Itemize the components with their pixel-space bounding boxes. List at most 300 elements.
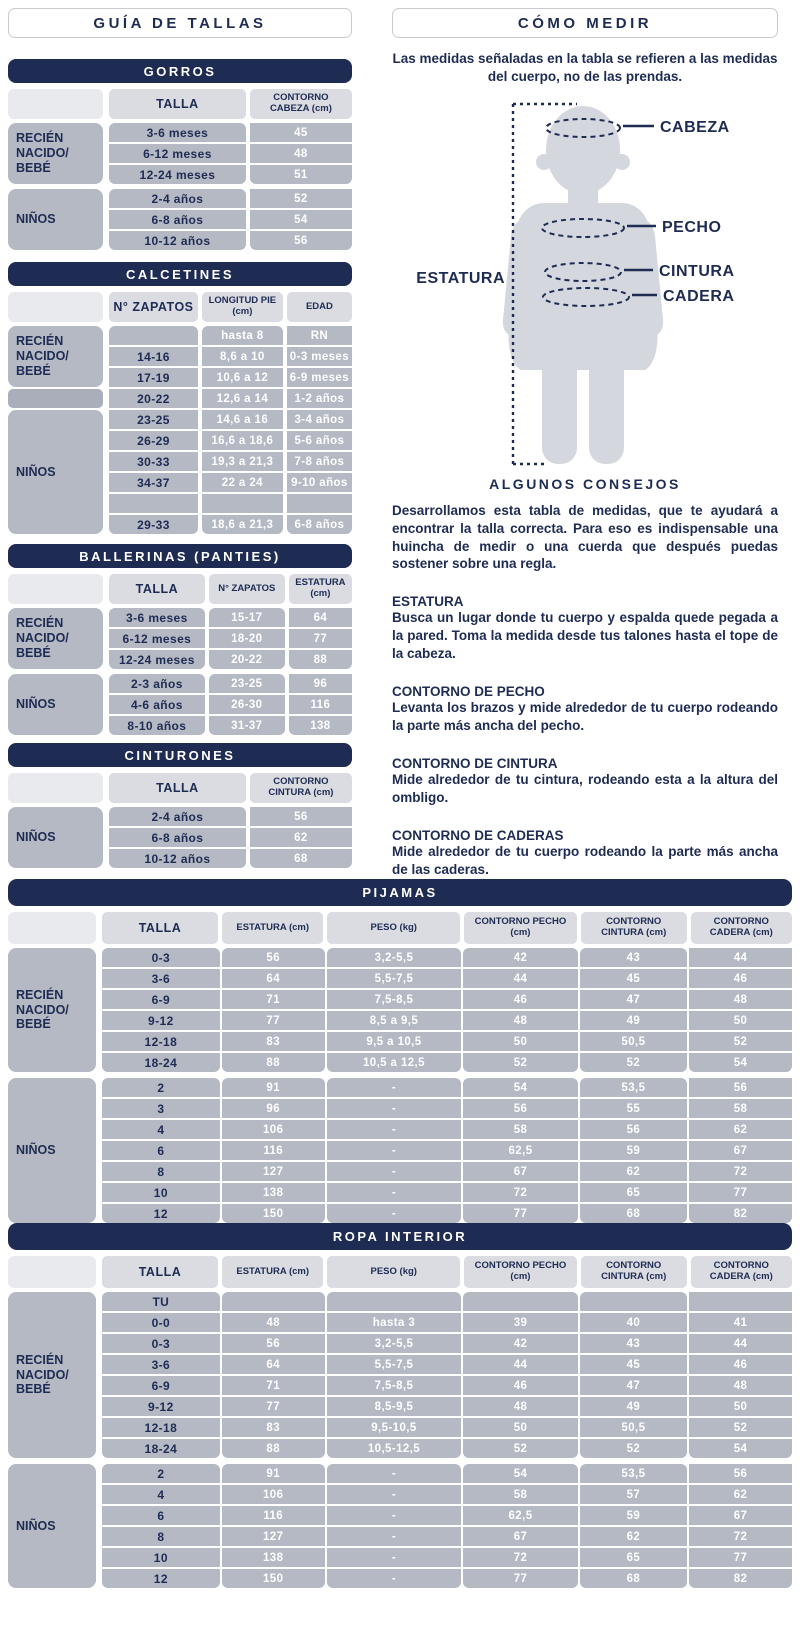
cell-edad: RN xyxy=(287,326,352,345)
column-header-contorno-pecho: CONTORNO PECHO (cm) xyxy=(464,1256,577,1288)
cell-cadera: 77 xyxy=(689,1548,792,1567)
como-medir-intro: Las medidas señaladas en la tabla se refieren a las medidas del cuerpo, no de las prendas. xyxy=(392,51,778,84)
cell-zapatos: 23-25 xyxy=(109,410,198,429)
cell-talla: 8 xyxy=(102,1527,220,1546)
ropa-interior-banner: ROPA INTERIOR xyxy=(8,1223,792,1250)
cell-peso: - xyxy=(327,1464,462,1483)
cell-zapatos xyxy=(109,326,198,345)
cell-cadera: 48 xyxy=(689,1376,792,1395)
cell-pecho: 56 xyxy=(463,1099,578,1118)
blank-header-cell xyxy=(8,1256,96,1288)
gorros-table xyxy=(109,89,352,250)
cell-cintura: 59 xyxy=(580,1506,687,1525)
cell-estatura: 83 xyxy=(222,1032,325,1051)
cell-cadera: 67 xyxy=(689,1141,792,1160)
cell-cintura: 40 xyxy=(580,1313,687,1332)
cell-talla: 10 xyxy=(102,1548,220,1567)
gorros-kids-rows xyxy=(109,189,352,250)
column-header-longitud-pie: LONGITUD PIE (cm) xyxy=(202,292,283,322)
cell-cintura: 55 xyxy=(580,1099,687,1118)
cell-longitud-pie: 22 a 24 xyxy=(202,473,283,492)
cell-cintura: 62 xyxy=(580,1162,687,1181)
cell-zapatos: 31-37 xyxy=(209,716,285,735)
column-header-edad: EDAD xyxy=(287,292,352,322)
cell-cadera: 44 xyxy=(689,948,792,967)
size-guide-title: GUÍA DE TALLAS xyxy=(8,8,352,38)
cell-talla: 3 xyxy=(102,1099,220,1118)
cell-cintura: 52 xyxy=(580,1439,687,1458)
cell-pecho: 77 xyxy=(463,1204,578,1223)
cell-estatura: 88 xyxy=(222,1053,325,1072)
cell-talla: 12 xyxy=(102,1204,220,1223)
cell-zapatos: 23-25 xyxy=(209,674,285,693)
como-medir-column xyxy=(352,8,792,879)
cell-talla: 12-24 meses xyxy=(109,165,246,184)
cell-contorno-cabeza: 51 xyxy=(250,165,352,184)
cell-talla: 10-12 años xyxy=(109,849,246,868)
cell-pecho: 67 xyxy=(463,1527,578,1546)
cell-cintura: 59 xyxy=(580,1141,687,1160)
cell-talla: 10 xyxy=(102,1183,220,1202)
cinturones-category-column xyxy=(8,773,103,868)
pijamas-kids-rows xyxy=(102,1078,792,1223)
cell-cadera: 52 xyxy=(689,1032,792,1051)
cell-peso: 7,5-8,5 xyxy=(327,990,462,1009)
cell-pecho: 72 xyxy=(463,1183,578,1202)
cell-pecho: 48 xyxy=(463,1011,578,1030)
cell-estatura: 56 xyxy=(222,1334,325,1353)
ropa-interior-section xyxy=(8,1223,792,1588)
cell-peso xyxy=(327,1292,462,1311)
cell-estatura: 64 xyxy=(289,608,352,627)
cell-cadera: 82 xyxy=(689,1569,792,1588)
tip-contorno-pecho xyxy=(392,684,778,735)
cell-cintura: 68 xyxy=(580,1204,687,1223)
cell-pecho: 46 xyxy=(463,1376,578,1395)
cell-cadera: 46 xyxy=(689,969,792,988)
cell-edad: 1-2 años xyxy=(287,389,352,408)
cell-peso: 10,5-12,5 xyxy=(327,1439,462,1458)
cell-estatura: 71 xyxy=(222,1376,325,1395)
cell-peso: 8,5-9,5 xyxy=(327,1397,462,1416)
cell-estatura: 77 xyxy=(222,1011,325,1030)
gorros-category-column xyxy=(8,89,103,250)
category-kids: NIÑOS xyxy=(8,1464,96,1588)
cell-cintura: 53,5 xyxy=(580,1464,687,1483)
cell-cintura: 57 xyxy=(580,1485,687,1504)
tip-text: Busca un lugar donde tu cuerpo y espalda quede pegada a la pared. Toma la medida desde tus talones hasta el tope de la cabeza. xyxy=(392,610,778,662)
cell-estatura: 116 xyxy=(289,695,352,714)
blank-header-cell xyxy=(8,773,103,803)
category-kids: NIÑOS xyxy=(8,1078,96,1223)
category-divider-strip xyxy=(8,389,103,408)
cell-zapatos: 20-22 xyxy=(109,389,198,408)
cell-edad: 7-8 años xyxy=(287,452,352,471)
cell-cadera xyxy=(689,1292,792,1311)
cell-pecho: 72 xyxy=(463,1548,578,1567)
cell-peso: - xyxy=(327,1183,462,1202)
cell-pecho: 46 xyxy=(463,990,578,1009)
cell-edad: 0-3 meses xyxy=(287,347,352,366)
blank-header-cell xyxy=(8,574,103,604)
cell-talla: TU xyxy=(102,1292,220,1311)
ballerinas-section xyxy=(8,544,352,735)
cell-zapatos: 18-20 xyxy=(209,629,285,648)
cell-talla: 6-8 años xyxy=(109,828,246,847)
cell-zapatos: 34-37 xyxy=(109,473,198,492)
cintura-label: CINTURA xyxy=(659,262,735,280)
cell-longitud-pie: 18,6 a 21,3 xyxy=(202,515,283,534)
cell-cadera: 67 xyxy=(689,1506,792,1525)
cell-contorno-cabeza: 48 xyxy=(250,144,352,163)
cell-cadera: 50 xyxy=(689,1011,792,1030)
cell-zapatos: 15-17 xyxy=(209,608,285,627)
cell-contorno-cabeza: 56 xyxy=(250,231,352,250)
blank-header-cell xyxy=(8,912,96,944)
cell-talla: 2-3 años xyxy=(109,674,205,693)
column-header-peso: PESO (kg) xyxy=(327,1256,460,1288)
cell-peso: - xyxy=(327,1569,462,1588)
column-header-peso: PESO (kg) xyxy=(327,912,460,944)
tip-text: Mide alrededor de tu cuerpo rodeando la parte más ancha de las caderas. xyxy=(392,844,778,878)
estatura-label: ESTATURA xyxy=(416,269,505,287)
cell-estatura: 116 xyxy=(222,1141,325,1160)
ballerinas-kids-rows xyxy=(109,674,352,735)
cell-estatura: 138 xyxy=(222,1548,325,1567)
column-header-zapatos: N° ZAPATOS xyxy=(209,574,285,604)
child-silhouette-icon xyxy=(503,106,663,464)
cell-cintura xyxy=(580,1292,687,1311)
category-kids: NIÑOS xyxy=(8,807,103,868)
como-medir-title: CÓMO MEDIR xyxy=(392,8,778,38)
cell-cadera: 50 xyxy=(689,1397,792,1416)
cell-peso: - xyxy=(327,1120,462,1139)
cell-cadera: 56 xyxy=(689,1464,792,1483)
tip-text: Mide alrededor de tu cintura, rodeando esta a la altura del ombligo. xyxy=(392,772,778,806)
cell-pecho: 39 xyxy=(463,1313,578,1332)
cell-peso: - xyxy=(327,1485,462,1504)
cinturones-table xyxy=(109,773,352,868)
column-header-contorno-cintura: CONTORNO CINTURA (cm) xyxy=(581,1256,687,1288)
cell-estatura: 106 xyxy=(222,1485,325,1504)
cell-estatura: 127 xyxy=(222,1162,325,1181)
body-measure-diagram xyxy=(392,90,778,474)
cell-zapatos: 17-19 xyxy=(109,368,198,387)
tip-heading: CONTORNO DE CINTURA xyxy=(392,756,558,772)
cell-contorno-cabeza: 54 xyxy=(250,210,352,229)
cell-talla: 8 xyxy=(102,1162,220,1181)
cell-talla: 6-9 xyxy=(102,1376,220,1395)
cell-cintura: 45 xyxy=(580,969,687,988)
cell-pecho: 52 xyxy=(463,1439,578,1458)
cell-talla: 3-6 xyxy=(102,969,220,988)
cell-cintura: 43 xyxy=(580,948,687,967)
cell-cintura: 56 xyxy=(580,1120,687,1139)
category-kids: NIÑOS xyxy=(8,410,103,534)
calcetines-table xyxy=(109,292,352,534)
cell-talla: 6-12 meses xyxy=(109,144,246,163)
cell-cadera: 82 xyxy=(689,1204,792,1223)
blank-header-cell xyxy=(8,292,103,322)
cell-edad: 5-6 años xyxy=(287,431,352,450)
cell-cintura: 47 xyxy=(580,990,687,1009)
cell-talla: 4-6 años xyxy=(109,695,205,714)
cell-talla: 0-0 xyxy=(102,1313,220,1332)
column-header-talla: TALLA xyxy=(102,1256,218,1288)
cell-cintura: 62 xyxy=(580,1527,687,1546)
column-header-zapatos: N° ZAPATOS xyxy=(109,292,198,322)
cell-talla: 3-6 xyxy=(102,1355,220,1374)
cell-cadera: 44 xyxy=(689,1334,792,1353)
cell-talla: 18-24 xyxy=(102,1053,220,1072)
cell-peso: 5,5-7,5 xyxy=(327,969,462,988)
cell-cintura: 45 xyxy=(580,1355,687,1374)
cell-cadera: 54 xyxy=(689,1439,792,1458)
cell-longitud-pie: 10,6 a 12 xyxy=(202,368,283,387)
cell-pecho: 62,5 xyxy=(463,1141,578,1160)
cell-pecho: 58 xyxy=(463,1485,578,1504)
cell-pecho: 54 xyxy=(463,1078,578,1097)
cell-talla: 12 xyxy=(102,1569,220,1588)
cell-peso: 9,5 a 10,5 xyxy=(327,1032,462,1051)
cell-cintura: 68 xyxy=(580,1569,687,1588)
column-header-contorno-cadera: CONTORNO CADERA (cm) xyxy=(691,912,792,944)
cell-talla: 2 xyxy=(102,1078,220,1097)
cell-zapatos: 20-22 xyxy=(209,650,285,669)
ropa-baby-rows xyxy=(102,1292,792,1458)
cell-talla: 18-24 xyxy=(102,1439,220,1458)
cell-pecho: 44 xyxy=(463,1355,578,1374)
cell-zapatos: 29-33 xyxy=(109,515,198,534)
column-header-estatura: ESTATURA (cm) xyxy=(222,1256,323,1288)
tip-contorno-cintura xyxy=(392,756,778,807)
tip-contorno-caderas xyxy=(392,828,778,879)
cell-estatura: 77 xyxy=(222,1397,325,1416)
cell-cintura: 65 xyxy=(580,1183,687,1202)
cell-peso: - xyxy=(327,1141,462,1160)
cell-talla: 3-6 meses xyxy=(109,123,246,142)
cell-cintura: 47 xyxy=(580,1376,687,1395)
cell-talla: 0-3 xyxy=(102,948,220,967)
tip-heading: ESTATURA xyxy=(392,594,464,610)
cell-zapatos: 30-33 xyxy=(109,452,198,471)
cell-longitud-pie: 19,3 a 21,3 xyxy=(202,452,283,471)
pijamas-banner: PIJAMAS xyxy=(8,879,792,906)
category-kids: NIÑOS xyxy=(8,189,103,250)
cell-contorno-cintura: 62 xyxy=(250,828,352,847)
cell-peso: - xyxy=(327,1506,462,1525)
cell-pecho: 44 xyxy=(463,969,578,988)
cell-cadera: 41 xyxy=(689,1313,792,1332)
cell-estatura: 56 xyxy=(222,948,325,967)
calcetines-rows xyxy=(109,326,352,534)
cell-longitud-pie: 14,6 a 16 xyxy=(202,410,283,429)
cell-estatura: 106 xyxy=(222,1120,325,1139)
cell-estatura: 150 xyxy=(222,1204,325,1223)
cell-talla: 10-12 años xyxy=(109,231,246,250)
cell-cadera: 46 xyxy=(689,1355,792,1374)
ballerinas-baby-rows xyxy=(109,608,352,669)
cell-contorno-cabeza: 52 xyxy=(250,189,352,208)
cell-talla: 6-12 meses xyxy=(109,629,205,648)
cell-talla: 12-18 xyxy=(102,1418,220,1437)
cell-pecho xyxy=(463,1292,578,1311)
cell-talla: 12-18 xyxy=(102,1032,220,1051)
tip-heading: CONTORNO DE CADERAS xyxy=(392,828,564,844)
cell-cadera: 72 xyxy=(689,1527,792,1546)
consejos-text: Desarrollamos esta tabla de medidas, que te ayudará a encontrar la talla correcta. Para eso es indispensable una huincha de medir o una cuerda que después puedas sostener sobre una regla. xyxy=(392,502,778,572)
cell-pecho: 50 xyxy=(463,1032,578,1051)
cell-talla: 3-6 meses xyxy=(109,608,205,627)
cell-talla: 12-24 meses xyxy=(109,650,205,669)
cell-peso: 7,5-8,5 xyxy=(327,1376,462,1395)
cell-talla: 6-8 años xyxy=(109,210,246,229)
cell-pecho: 54 xyxy=(463,1464,578,1483)
cell-peso: 8,5 a 9,5 xyxy=(327,1011,462,1030)
column-header-estatura: ESTATURA (cm) xyxy=(222,912,323,944)
pijamas-table xyxy=(102,912,792,1223)
ballerinas-table xyxy=(109,574,352,735)
category-baby: RECIÉN NACIDO/ BEBÉ xyxy=(8,1292,96,1458)
cell-longitud-pie: hasta 8 xyxy=(202,326,283,345)
cell-talla: 4 xyxy=(102,1120,220,1139)
cell-estatura: 127 xyxy=(222,1527,325,1546)
cell-cadera: 48 xyxy=(689,990,792,1009)
ropa-kids-rows xyxy=(102,1464,792,1588)
cell-edad: 3-4 años xyxy=(287,410,352,429)
consejos-heading: ALGUNOS CONSEJOS xyxy=(489,475,681,492)
cell-edad: 6-8 años xyxy=(287,515,352,534)
cell-talla: 0-3 xyxy=(102,1334,220,1353)
cell-cintura: 50,5 xyxy=(580,1418,687,1437)
cell-cadera: 62 xyxy=(689,1485,792,1504)
column-header-contorno-pecho: CONTORNO PECHO (cm) xyxy=(464,912,577,944)
column-header-talla: TALLA xyxy=(109,574,205,604)
cell-pecho: 67 xyxy=(463,1162,578,1181)
column-header-talla: TALLA xyxy=(109,89,246,119)
ballerinas-banner: BALLERINAS (PANTIES) xyxy=(8,544,352,568)
cell-peso: - xyxy=(327,1162,462,1181)
category-baby: RECIÉN NACIDO/ BEBÉ xyxy=(8,948,96,1072)
cell-peso: 3,2-5,5 xyxy=(327,948,462,967)
cell-talla: 6 xyxy=(102,1506,220,1525)
column-header-talla: TALLA xyxy=(109,773,246,803)
left-column xyxy=(8,8,352,879)
cell-estatura: 138 xyxy=(289,716,352,735)
calcetines-section xyxy=(8,262,352,534)
cell-pecho: 62,5 xyxy=(463,1506,578,1525)
column-header-contorno-cintura: CONTORNO CINTURA (cm) xyxy=(250,773,352,803)
cell-longitud-pie: 16,6 a 18,6 xyxy=(202,431,283,450)
cell-estatura: 88 xyxy=(289,650,352,669)
cell-longitud-pie: 12,6 a 14 xyxy=(202,389,283,408)
cell-peso: - xyxy=(327,1548,462,1567)
cell-estatura: 64 xyxy=(222,969,325,988)
cell-estatura: 77 xyxy=(289,629,352,648)
calcetines-category-column xyxy=(8,292,103,534)
cell-cintura: 53,5 xyxy=(580,1078,687,1097)
ropa-interior-table xyxy=(102,1256,792,1588)
column-header-contorno-cintura: CONTORNO CINTURA (cm) xyxy=(581,912,687,944)
pecho-label: PECHO xyxy=(662,218,722,236)
cell-zapatos xyxy=(109,494,198,513)
cell-estatura: 138 xyxy=(222,1183,325,1202)
cinturones-rows xyxy=(109,807,352,868)
category-baby: RECIÉN NACIDO/ BEBÉ xyxy=(8,608,103,669)
cell-cadera: 77 xyxy=(689,1183,792,1202)
cell-estatura: 64 xyxy=(222,1355,325,1374)
cell-peso: - xyxy=(327,1078,462,1097)
cell-cintura: 49 xyxy=(580,1397,687,1416)
cadera-label: CADERA xyxy=(663,287,735,305)
pijamas-category-column xyxy=(8,912,96,1223)
cell-estatura xyxy=(222,1292,325,1311)
cell-cintura: 43 xyxy=(580,1334,687,1353)
cell-talla: 9-12 xyxy=(102,1011,220,1030)
cell-pecho: 52 xyxy=(463,1053,578,1072)
column-header-talla: TALLA xyxy=(102,912,218,944)
cell-peso: 9,5-10,5 xyxy=(327,1418,462,1437)
cell-cadera: 52 xyxy=(689,1418,792,1437)
cell-cadera: 56 xyxy=(689,1078,792,1097)
tip-estatura xyxy=(392,594,778,663)
cell-pecho: 77 xyxy=(463,1569,578,1588)
cell-peso: 3,2-5,5 xyxy=(327,1334,462,1353)
cell-talla: 4 xyxy=(102,1485,220,1504)
cell-pecho: 48 xyxy=(463,1397,578,1416)
cell-longitud-pie: 8,6 a 10 xyxy=(202,347,283,366)
cell-cintura: 52 xyxy=(580,1053,687,1072)
cell-estatura: 91 xyxy=(222,1078,325,1097)
cell-estatura: 48 xyxy=(222,1313,325,1332)
cell-talla: 9-12 xyxy=(102,1397,220,1416)
cinturones-banner: CINTURONES xyxy=(8,743,352,767)
cell-peso: 10,5 a 12,5 xyxy=(327,1053,462,1072)
cell-edad: 9-10 años xyxy=(287,473,352,492)
cell-cadera: 72 xyxy=(689,1162,792,1181)
cell-estatura: 83 xyxy=(222,1418,325,1437)
cell-pecho: 58 xyxy=(463,1120,578,1139)
cell-contorno-cintura: 56 xyxy=(250,807,352,826)
cell-talla: 2-4 años xyxy=(109,189,246,208)
cell-edad: 6-9 meses xyxy=(287,368,352,387)
ropa-category-column xyxy=(8,1256,96,1588)
cell-peso: 5,5-7,5 xyxy=(327,1355,462,1374)
cell-contorno-cabeza: 45 xyxy=(250,123,352,142)
cell-cintura: 49 xyxy=(580,1011,687,1030)
cinturones-section xyxy=(8,743,352,868)
tip-heading: CONTORNO DE PECHO xyxy=(392,684,545,700)
cabeza-label: CABEZA xyxy=(660,118,730,136)
cell-contorno-cintura: 68 xyxy=(250,849,352,868)
ballerinas-category-column xyxy=(8,574,103,735)
cell-estatura: 116 xyxy=(222,1506,325,1525)
cell-estatura: 150 xyxy=(222,1569,325,1588)
pijamas-baby-rows xyxy=(102,948,792,1072)
cell-talla: 8-10 años xyxy=(109,716,205,735)
cell-estatura: 91 xyxy=(222,1464,325,1483)
cell-estatura: 71 xyxy=(222,990,325,1009)
gorros-banner: GORROS xyxy=(8,59,352,83)
cell-cintura: 50,5 xyxy=(580,1032,687,1051)
cell-cadera: 58 xyxy=(689,1099,792,1118)
tip-text: Levanta los brazos y mide alrededor de tu cuerpo rodeando la parte más ancha del pecho. xyxy=(392,700,778,734)
column-header-estatura: ESTATURA (cm) xyxy=(289,574,352,604)
blank-header-cell xyxy=(8,89,103,119)
cell-edad xyxy=(287,494,352,513)
cell-cadera: 54 xyxy=(689,1053,792,1072)
cell-talla: 2 xyxy=(102,1464,220,1483)
